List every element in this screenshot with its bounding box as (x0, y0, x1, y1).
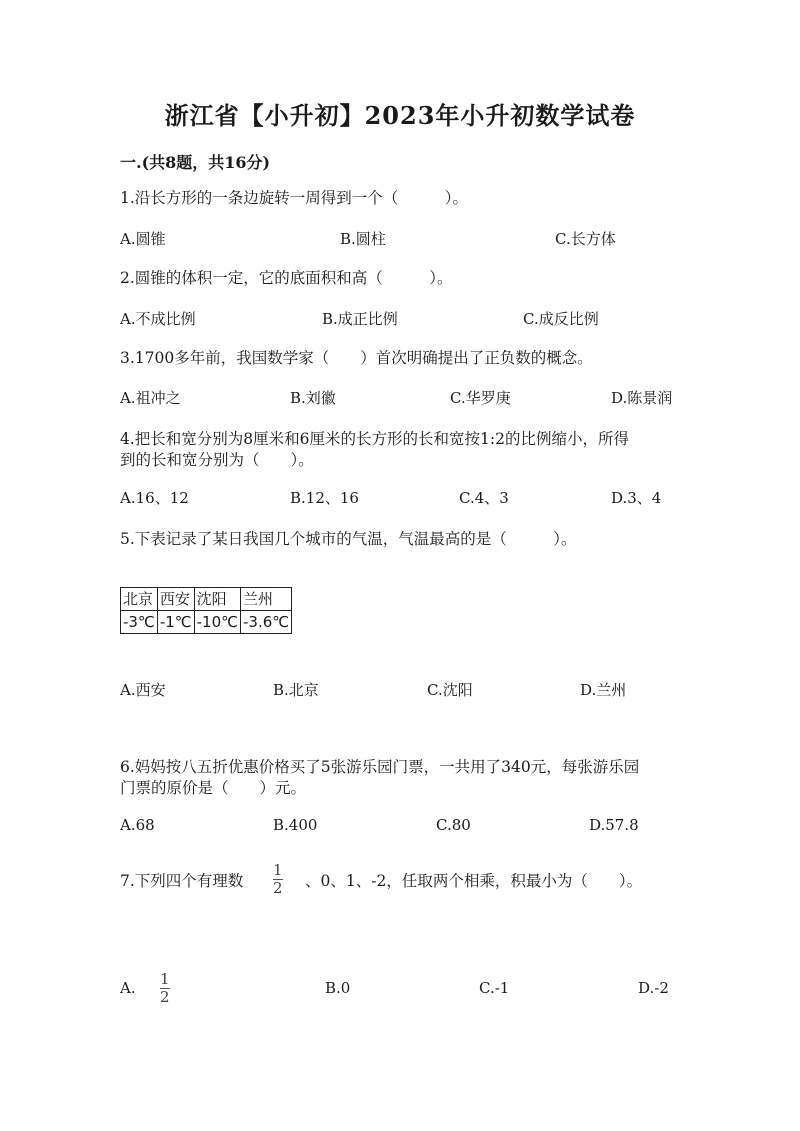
fraction-denominator: 2 (160, 988, 170, 1006)
q3-option-a: A.祖冲之 (120, 389, 181, 407)
q6-option-d: D.57.8 (589, 816, 639, 834)
q3-option-c: C.华罗庚 (450, 389, 511, 407)
q7-option-b: B.0 (325, 979, 351, 997)
question-4-line-2: 到的长和宽分别为（ ）。 (120, 451, 314, 469)
city-cell: 兰州 (240, 588, 291, 611)
q4-option-d: D.3、4 (611, 489, 662, 507)
q7-option-a-fraction (160, 972, 170, 1005)
fraction-numerator: 1 (273, 861, 283, 879)
q7-option-c: C.-1 (479, 979, 510, 997)
q4-option-c: C.4、3 (459, 489, 509, 507)
q4-option-a: A.16、12 (120, 489, 189, 507)
q1-option-b: B.圆柱 (340, 230, 386, 248)
fraction-numerator: 1 (160, 970, 170, 988)
q3-option-d: D.陈景润 (611, 389, 673, 407)
temp-cell: -3.6℃ (240, 611, 291, 634)
question-5: 5.下表记录了某日我国几个城市的气温，气温最高的是（ ）。 (120, 530, 577, 548)
q5-option-c: C.沈阳 (427, 681, 473, 699)
q2-option-b: B.成正比例 (322, 310, 398, 328)
table-row-cities (121, 588, 292, 611)
q1-option-c: C.长方体 (555, 230, 616, 248)
q7-option-d: D.-2 (638, 979, 669, 997)
temp-cell: -10℃ (194, 611, 240, 634)
q7-option-a: A. (120, 979, 136, 997)
city-cell: 北京 (121, 588, 158, 611)
question-4-line-1: 4.把长和宽分别为8厘米和6厘米的长方形的长和宽按1:2的比例缩小，所得 (120, 430, 629, 448)
question-7-prefix: 7.下列四个有理数 (120, 872, 244, 890)
fraction-one-half (273, 863, 283, 896)
question-6-line-2: 门票的原价是（ ）元。 (120, 779, 307, 797)
q4-option-b: B.12、16 (290, 489, 359, 507)
q6-option-a: A.68 (120, 816, 155, 834)
city-cell: 西安 (157, 588, 194, 611)
q2-option-c: C.成反比例 (523, 310, 599, 328)
city-cell: 沈阳 (194, 588, 240, 611)
q2-option-a: A.不成比例 (120, 310, 196, 328)
question-1: 1.沿长方形的一条边旋转一周得到一个（ ）。 (120, 189, 469, 207)
q5-option-b: B.北京 (273, 681, 319, 699)
page-title: 浙江省【小升初】2023年小升初数学试卷 (164, 101, 636, 130)
q5-option-a: A.西安 (120, 681, 166, 699)
temp-cell: -3℃ (121, 611, 158, 634)
q6-option-b: B.400 (273, 816, 318, 834)
q3-option-b: B.刘徽 (290, 389, 336, 407)
q5-option-d: D.兰州 (580, 681, 627, 699)
table-row-temps (121, 611, 292, 634)
q1-option-a: A.圆锥 (120, 230, 166, 248)
question-7-suffix: 、0、1、-2，任取两个相乘，积最小为（ ）。 (305, 872, 643, 890)
question-3: 3.1700多年前，我国数学家（ ）首次明确提出了正负数的概念。 (120, 349, 593, 367)
temperature-table (120, 587, 292, 634)
q6-option-c: C.80 (436, 816, 471, 834)
section-heading: 一.(共8题，共16分) (120, 153, 271, 172)
temp-cell: -1℃ (157, 611, 194, 634)
fraction-denominator: 2 (273, 879, 283, 897)
question-6-line-1: 6.妈妈按八五折优惠价格买了5张游乐园门票，一共用了340元，每张游乐园 (120, 758, 640, 776)
question-2: 2.圆锥的体积一定，它的底面积和高（ ）。 (120, 269, 453, 287)
